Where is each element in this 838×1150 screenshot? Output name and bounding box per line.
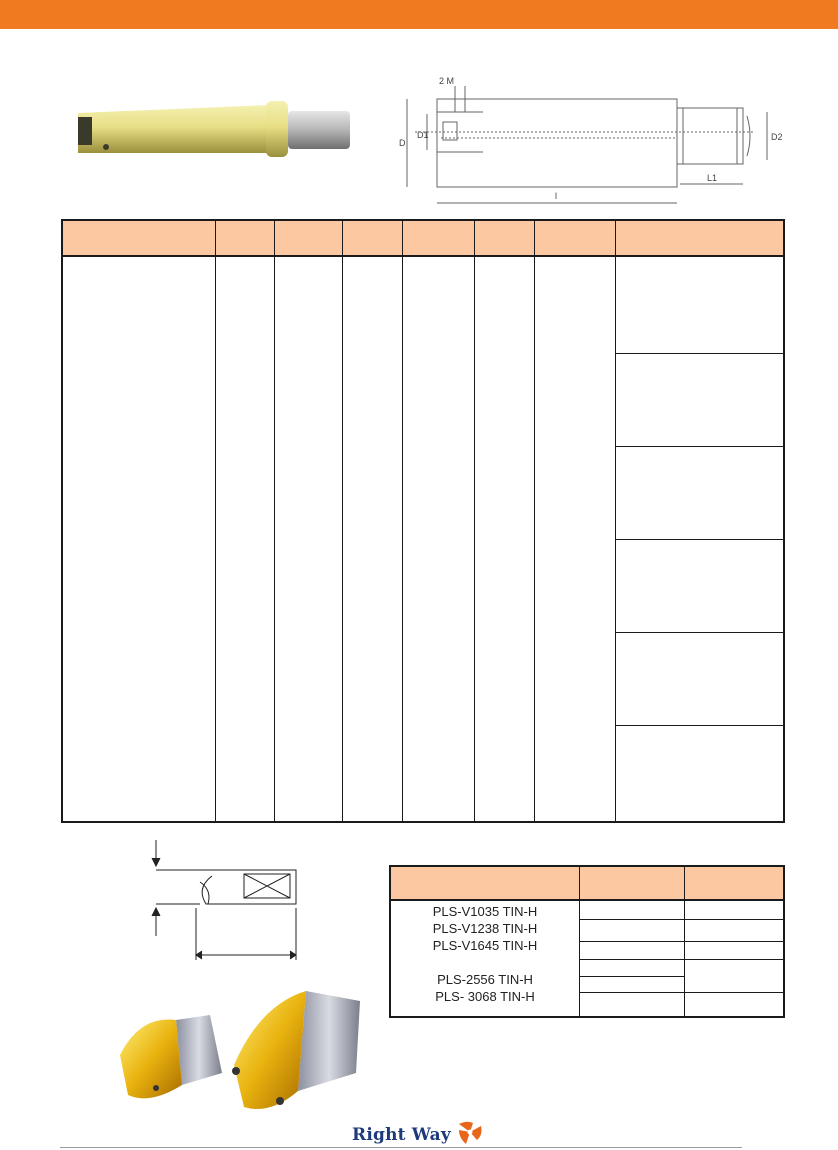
insert-row-divider [579, 919, 785, 920]
insert-model-name: PLS-V1238 TIN-H [432, 921, 538, 936]
spec-row-divider [615, 632, 785, 633]
brand-footer [352, 1120, 483, 1149]
insert-table [389, 865, 785, 1018]
spec-row-divider [615, 446, 785, 447]
footer-rule [60, 1147, 742, 1148]
insert-model-name [391, 954, 579, 971]
insert-model-list [391, 903, 579, 1005]
insert-model-name: PLS-V1645 TIN-H [432, 938, 538, 953]
spec-table-header [63, 221, 783, 257]
spec-col-divider [615, 221, 616, 821]
insert-model-name: PLS-V1035 TIN-H [432, 904, 538, 919]
insert-drawing [140, 838, 310, 963]
drawing-label-d1: D1 [417, 130, 429, 140]
fan-logo-icon [457, 1120, 483, 1149]
insert-row-divider [579, 941, 785, 942]
insert-row-divider [579, 976, 684, 977]
drawing-label-l1: L1 [707, 173, 718, 183]
spec-col-divider [215, 221, 216, 821]
spec-col-divider [402, 221, 403, 821]
insert-table-header [391, 867, 783, 901]
insert-row-divider [579, 959, 785, 960]
brand-name: Right Way [352, 1124, 451, 1145]
tool-holder-photo [70, 95, 370, 165]
insert-model-name: PLS-2556 TIN-H [437, 972, 533, 987]
spec-row-divider [615, 353, 785, 354]
spec-row-divider [615, 725, 785, 726]
insert-row-divider [579, 992, 785, 993]
tool-holder-drawing [395, 72, 795, 212]
spec-col-divider [342, 221, 343, 821]
drawing-label-l: l [555, 191, 557, 201]
insert-photo [110, 985, 370, 1120]
spec-table [61, 219, 785, 823]
spec-col-divider [474, 221, 475, 821]
spec-row-divider [615, 539, 785, 540]
spec-col-divider [274, 221, 275, 821]
drawing-label-d2: D2 [771, 132, 783, 142]
spec-col-divider [534, 221, 535, 821]
drawing-label-2m: 2 M [439, 76, 455, 86]
drawing-label-d: D [399, 138, 406, 148]
insert-model-name: PLS- 3068 TIN-H [435, 989, 535, 1004]
header-bar [0, 0, 838, 29]
